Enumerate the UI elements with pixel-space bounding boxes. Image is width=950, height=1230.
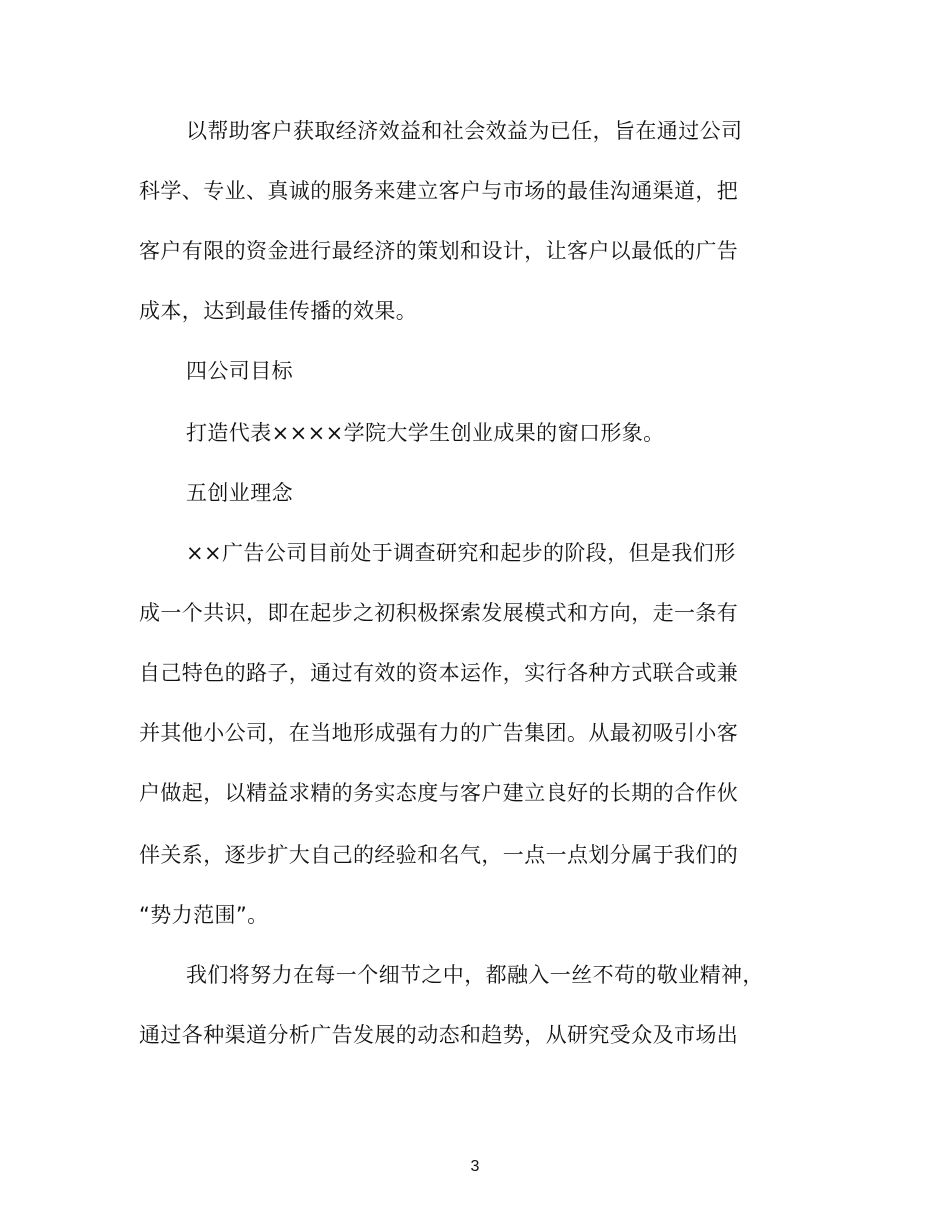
text-line: 以帮助客户获取经济效益和社会效益为已任，旨在通过公司 [186,119,743,143]
page-number: 3 [470,1158,480,1175]
text-line: 自己特色的路子，通过有效的资本运作，实行各种方式联合或兼 [139,661,739,685]
text-line: “势力范围”。 [139,903,269,927]
text-line: 户做起，以精益求精的务实态度与客户建立良好的长期的合作伙 [139,781,739,805]
section-heading: 五创业理念 [186,481,293,505]
text-line: 成本，达到最佳传播的效果。 [139,299,418,323]
text-line: ××广告公司目前处于调查研究和起步的阶段，但是我们形 [186,541,736,565]
text-line: 成一个共识，即在起步之初积极探索发展模式和方向，走一条有 [139,601,739,625]
text-line: 科学、专业、真诚的服务来建立客户与市场的最佳沟通渠道，把 [139,179,739,203]
text-line: 通过各种渠道分析广告发展的动态和趋势，从研究受众及市场出 [139,1023,739,1047]
text-line: 伴关系，逐步扩大自己的经验和名气，一点一点划分属于我们的 [139,843,739,867]
text-line: 我们将努力在每一个细节之中，都融入一丝不苟的敬业精神， [186,963,764,987]
text-line: 打造代表××××学院大学生创业成果的窗口形象。 [186,421,665,445]
text-line: 客户有限的资金进行最经济的策划和设计，让客户以最低的广告 [139,239,739,263]
section-heading: 四公司目标 [186,359,293,383]
text-line: 并其他小公司，在当地形成强有力的广告集团。从最初吸引小客 [139,721,739,745]
